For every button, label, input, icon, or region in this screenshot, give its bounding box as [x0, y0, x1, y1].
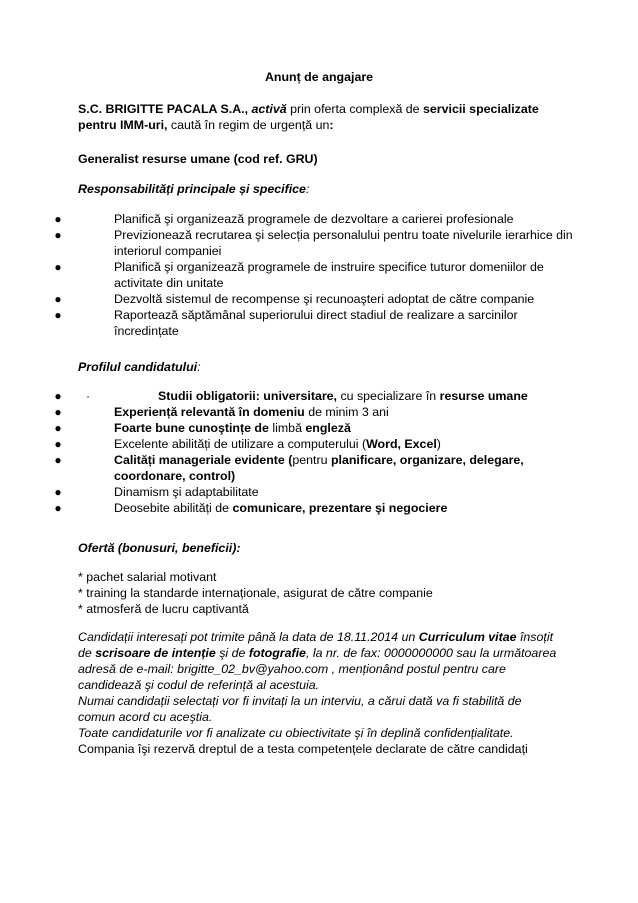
responsibility-text: Previzionează recrutarea şi selecția personalului pentru toate nivelurile ierarhice din interiorul companiei	[114, 228, 573, 258]
bullet-icon: ●	[54, 453, 62, 467]
responsibilities-heading-text: Responsabilități principale și specifice	[78, 182, 306, 196]
list-item	[0, 211, 600, 227]
bullet-icon: ●	[54, 405, 62, 419]
profile-text: Deosebite abilități de	[114, 501, 233, 515]
profile-text: limbă	[268, 421, 306, 435]
profile-text-bold: Foarte bune cunoştințe de	[114, 421, 269, 435]
list-item	[0, 500, 600, 516]
list-item	[0, 307, 600, 339]
bullet-icon: ●	[54, 485, 62, 499]
responsibilities-heading	[78, 181, 578, 197]
profile-text-bold: engleză	[305, 421, 351, 435]
profile-text: de minim 3 ani	[304, 405, 389, 419]
profile-text-bold: resurse umane	[439, 389, 528, 403]
list-item	[0, 452, 600, 484]
intro-text-2: caută în regim de urgență un	[167, 118, 330, 132]
closing-text: Candidații interesați pot trimite până la data de 18.11.2014 un	[78, 630, 419, 644]
bullet-icon: ●	[54, 228, 62, 242]
closing-paragraph-2: Numai candidații selectați vor fi invitați la un interviu, a cărui dată va fi stabilită de comun acord cu aceştia.	[78, 694, 522, 724]
responsibilities-list	[0, 211, 600, 339]
closing-photo: fotografie	[248, 646, 306, 660]
intro-active: activă	[251, 102, 287, 116]
profile-text: pentru	[292, 453, 331, 467]
bullet-icon: ●	[54, 212, 62, 226]
offer-line: * pachet salarial motivant	[78, 570, 217, 584]
offer-list	[78, 569, 578, 617]
profile-colon: :	[197, 360, 201, 374]
list-item	[0, 420, 600, 436]
responsibilities-colon: :	[305, 182, 310, 196]
bullet-icon: ●	[54, 437, 62, 451]
profile-text: )	[436, 437, 441, 451]
list-item	[0, 291, 600, 307]
intro-paragraph	[78, 101, 578, 133]
bullet-icon: ●	[54, 308, 62, 322]
list-item	[0, 388, 600, 404]
profile-text: cu specializare în	[337, 389, 440, 403]
bullet-icon: ●	[54, 260, 62, 274]
position-title: Generalist resurse umane (cod ref. GRU)	[78, 152, 318, 166]
profile-text-bold: comunicare, prezentare şi negociere	[232, 501, 448, 515]
list-item	[0, 484, 600, 500]
profile-text-bold: planificare, organizare, delegare, coordonare, control)	[114, 453, 524, 483]
bullet-icon: ●	[54, 292, 62, 306]
profile-heading	[78, 359, 578, 375]
responsibility-text: Planifică şi organizează programele de dezvoltare a carierei profesionale	[114, 212, 514, 226]
sub-bullet-mark: ·	[86, 389, 91, 403]
responsibility-text: Planifică şi organizează programele de instruire specifice tuturor domeniilor de activitate din unitate	[114, 260, 544, 290]
intro-text-1: prin oferta complexă de	[286, 102, 424, 116]
closing-text: , la nr. de fax: 0000000000 sau la următoarea adresă de e-mail: brigitte_02_bv@yahoo.com , menționând postul pentru care candidează şi codul de referință al acestuia.	[78, 646, 557, 692]
closing-paragraphs	[78, 629, 558, 757]
profile-text: Excelente abilități de utilizare a computerului (	[114, 437, 367, 451]
profile-list	[0, 388, 600, 516]
intro-services: servicii specializate pentru IMM-uri,	[78, 102, 539, 132]
profile-text: Dinamism şi adaptabilitate	[114, 485, 259, 499]
list-item	[0, 404, 600, 420]
closing-cv: Curriculum vitae	[418, 630, 517, 644]
bullet-icon: ●	[54, 421, 62, 435]
bullet-icon: ●	[54, 501, 62, 515]
profile-text-bold: Experiență relevantă în domeniu	[114, 405, 305, 419]
profile-text-bold: Studii obligatorii: universitare,	[158, 389, 337, 403]
list-item	[0, 259, 600, 291]
offer-line: * atmosferă de lucru captivantă	[78, 602, 249, 616]
profile-heading-text: Profilul candidatului	[78, 360, 198, 374]
list-item	[0, 227, 600, 259]
company-name: S.C. BRIGITTE PACALA S.A.,	[78, 102, 249, 116]
closing-text: însoțit de	[78, 630, 554, 660]
intro-colon: :	[329, 118, 334, 132]
closing-paragraph-4: Compania îşi rezervă dreptul de a testa competențele declarate de către candidați	[78, 742, 528, 756]
list-item	[0, 436, 600, 452]
bullet-icon: ●	[54, 389, 62, 403]
page-title: Anunț de angajare	[264, 70, 374, 84]
offer-line: * training la standarde internaționale, asigurat de către companie	[78, 586, 433, 600]
closing-text: şi de	[215, 646, 249, 660]
responsibility-text: Dezvoltă sistemul de recompense şi recunoaşteri adoptat de către companie	[114, 292, 535, 306]
profile-text-bold: Word, Excel	[366, 437, 437, 451]
closing-letter: scrisoare de intenție	[95, 646, 216, 660]
closing-paragraph-3: Toate candidaturile vor fi analizate cu obiectivitate şi în deplină confidențialitate.	[78, 726, 514, 740]
offer-heading: Ofertă (bonusuri, beneficii):	[78, 541, 241, 555]
profile-text-bold: Calități manageriale evidente (	[114, 453, 293, 467]
closing-paragraph-1	[78, 629, 558, 693]
responsibility-text: Raportează săptămânal superiorului direct stadiul de realizare a sarcinilor încredințate	[114, 308, 518, 338]
